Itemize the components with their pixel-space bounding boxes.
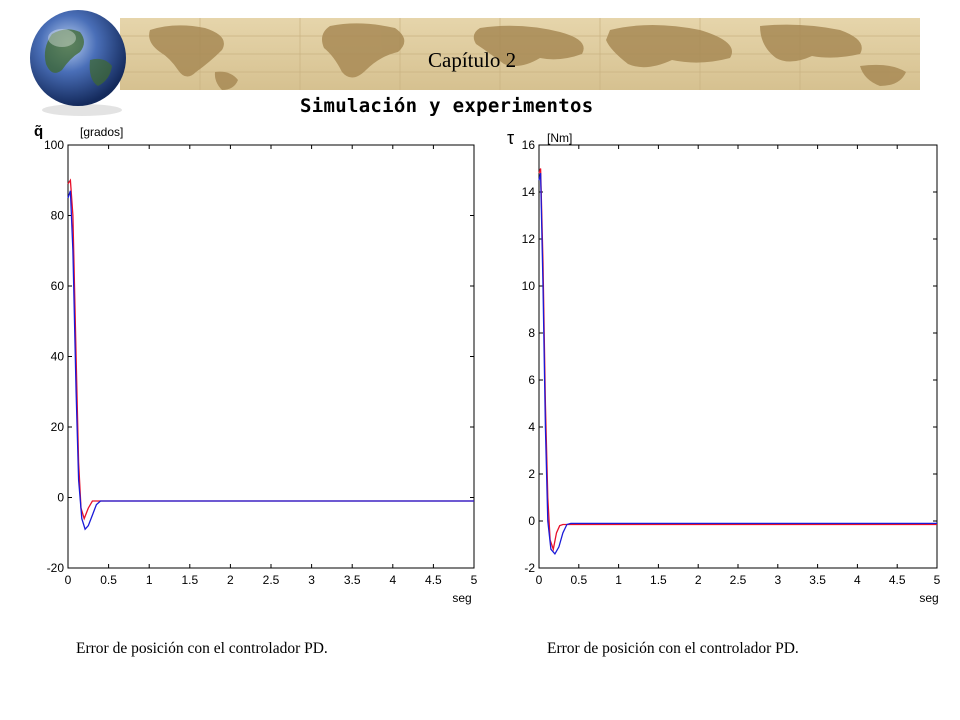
y-tick-label: -20 — [46, 561, 64, 575]
chart-position-error — [32, 118, 480, 608]
y-tick-label: -2 — [524, 561, 535, 575]
x-tick-label: 1 — [615, 573, 622, 587]
y-tick-label: 0 — [57, 490, 64, 505]
y-tick-label: 12 — [521, 232, 535, 246]
y-symbol: τ — [507, 128, 515, 148]
caption-left: Error de posición con el controlador PD. — [76, 640, 328, 657]
x-tick-label: 3.5 — [343, 573, 361, 587]
x-tick-label: 1.5 — [650, 573, 667, 587]
x-tick-label: 5 — [470, 573, 478, 587]
x-tick-label: 0.5 — [570, 573, 588, 587]
x-tick-label: 0 — [64, 573, 72, 587]
x-tick-label: 2.5 — [262, 573, 280, 587]
y-tick-label: 2 — [528, 467, 535, 481]
y-tick-label: 20 — [50, 420, 64, 434]
x-tick-label: 3.5 — [809, 573, 826, 587]
chart-control-torque — [505, 118, 945, 608]
x-tick-label: 1.5 — [181, 573, 199, 587]
y-tick-label: 6 — [528, 373, 535, 387]
y-axis-label: [Nm] — [547, 131, 573, 145]
x-tick-label: 2 — [227, 573, 234, 587]
x-tick-label: 4.5 — [888, 573, 906, 587]
chapter-title: Capítulo 2 — [428, 48, 517, 72]
x-tick-label: 3 — [308, 573, 315, 587]
y-symbol: q̃ — [34, 123, 44, 140]
x-tick-label: 4 — [854, 573, 861, 587]
y-tick-label: 60 — [50, 279, 64, 293]
y-tick-label: 16 — [521, 138, 535, 152]
x-tick-label: 5 — [933, 573, 941, 587]
y-tick-label: 14 — [521, 185, 535, 199]
x-tick-label: 4.5 — [425, 573, 442, 587]
x-axis-label: seg — [919, 591, 939, 605]
world-map-strip — [120, 18, 920, 90]
x-tick-label: 3 — [774, 573, 782, 587]
globe-icon — [30, 10, 126, 116]
x-tick-label: 4 — [389, 573, 397, 587]
y-tick-label: 80 — [50, 208, 64, 223]
y-axis-label: [grados] — [80, 125, 124, 139]
y-tick-label: 40 — [50, 349, 64, 364]
x-tick-label: 2 — [694, 573, 702, 587]
section-subtitle: Simulación y experimentos — [300, 95, 594, 117]
y-tick-label: 8 — [528, 326, 535, 340]
x-axis-label: seg — [452, 591, 472, 605]
y-tick-label: 100 — [43, 138, 64, 152]
y-tick-label: 0 — [528, 514, 535, 528]
y-tick-label: 4 — [528, 420, 535, 434]
x-tick-label: 0 — [535, 573, 543, 587]
x-tick-label: 0.5 — [100, 573, 117, 587]
caption-right: Error de posición con el controlador PD. — [547, 640, 799, 657]
plot-area — [539, 145, 937, 568]
x-tick-label: 1 — [145, 573, 153, 587]
plot-area — [68, 145, 474, 568]
y-tick-label: 10 — [521, 279, 535, 293]
x-tick-label: 2.5 — [729, 573, 747, 587]
